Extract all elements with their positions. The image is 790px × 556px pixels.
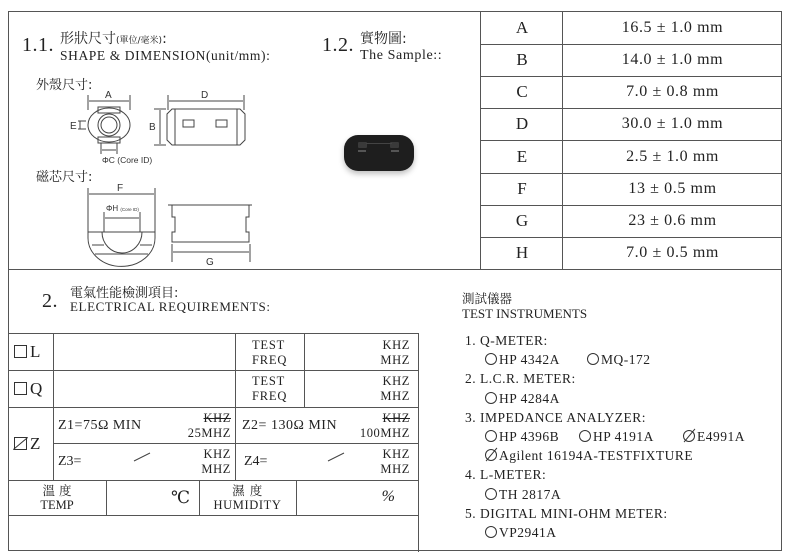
core-dimension-label: 磁芯尺寸: [36, 170, 93, 185]
test-text: TEST [252, 374, 286, 388]
section-title-en: SHAPE & DIMENSION(unit/mm): [60, 48, 271, 63]
radio-circle-icon[interactable] [485, 353, 497, 365]
slash-mark [132, 451, 152, 463]
table-border [8, 515, 419, 516]
radio-circle-icon[interactable] [485, 526, 497, 538]
dimension-row-f [481, 173, 782, 205]
title-suffix: : [162, 31, 167, 47]
dim-label-e: E [70, 121, 77, 132]
dimension-row-e [481, 141, 782, 173]
z3-spec: Z3= [58, 454, 82, 469]
option-label: VP2941A [499, 525, 557, 541]
table-border [304, 333, 305, 407]
z2-spec: Z2= 130Ω MIN [242, 418, 338, 433]
instrument-group-heading: 1. Q-METER: [465, 333, 548, 348]
sample-title-cn: 實物圖: [360, 31, 407, 47]
section2-title-cn: 電氣性能檢測項目: [70, 286, 179, 301]
dimension-letter: F [517, 179, 527, 198]
table-border [53, 443, 419, 444]
l-checkbox[interactable] [14, 345, 27, 358]
temp-label [8, 483, 106, 513]
dimension-value: 13 ± 0.5 mm [628, 180, 717, 197]
radio-circle-checked-icon[interactable] [485, 449, 497, 461]
table-border [296, 480, 297, 515]
section-number-1-1: 1.1. [22, 34, 54, 56]
dimension-value: 16.5 ± 1.0 mm [621, 19, 724, 36]
dimension-letter: D [515, 114, 529, 133]
dim-label-b: B [149, 122, 156, 133]
dimension-letter: A [515, 18, 529, 37]
dimension-letter: G [515, 211, 529, 230]
q-checkbox[interactable] [14, 382, 27, 395]
instrument-group-heading: 2. L.C.R. METER: [465, 371, 576, 387]
instrument-options [465, 427, 745, 446]
instrument-options [465, 523, 745, 542]
humidity-unit: % [381, 488, 395, 505]
instrument-group-heading: 5. DIGITAL MINI-OHM METER: [465, 505, 668, 521]
z-checkbox-checked[interactable] [14, 437, 27, 450]
option-label: Agilent 16194A-TESTFIXTURE [499, 448, 694, 464]
z-label: Z [30, 434, 41, 453]
khz-unit-struck: KHZ [203, 411, 231, 425]
dimension-value: 30.0 ± 1.0 mm [621, 115, 724, 132]
humidity-en: HUMIDITY [213, 498, 282, 512]
table-border [53, 333, 54, 480]
option-label: HP 4191A [593, 429, 654, 445]
option-hp4396b[interactable] [485, 429, 559, 444]
q-checkbox-row[interactable] [14, 379, 42, 399]
table-border [8, 407, 419, 408]
title-cn-text: 形狀尺寸 [60, 31, 116, 47]
dimension-value: 14.0 ± 1.0 mm [621, 51, 724, 68]
radio-circle-icon[interactable] [485, 430, 497, 442]
instrument-group-heading: 3. IMPEDANCE ANALYZER: [465, 409, 647, 425]
dimension-value: 7.0 ± 0.5 mm [626, 244, 719, 261]
khz-unit: KHZ [203, 447, 231, 461]
shell-dimension-label: 外殼尺寸: [36, 78, 93, 93]
dimension-row-b [481, 44, 782, 76]
section2-title-en: ELECTRICAL REQUIREMENTS: [70, 299, 271, 314]
option-hp4191a[interactable] [579, 429, 653, 444]
table-border [8, 333, 419, 334]
dim-label-a: A [105, 90, 112, 101]
radio-circle-icon[interactable] [579, 430, 591, 442]
radio-circle-icon[interactable] [485, 488, 497, 500]
temp-en: TEMP [40, 498, 74, 512]
dim-label-f: F [117, 183, 124, 194]
option-label: E4991A [697, 429, 746, 445]
l-checkbox-row[interactable] [14, 342, 40, 362]
option-th2817a[interactable] [485, 487, 561, 502]
sample-title-en: The Sample:: [360, 48, 443, 63]
option-mq172[interactable] [587, 352, 651, 367]
instruments-title-cn: 測試儀器 [462, 291, 513, 306]
dimension-row-c [481, 76, 782, 108]
z4-spec: Z4= [244, 454, 268, 469]
sample-photo [344, 135, 414, 173]
table-border [8, 370, 419, 371]
radio-circle-icon[interactable] [485, 392, 497, 404]
option-label: HP 4284A [499, 390, 560, 406]
freq-text: FREQ [252, 389, 288, 403]
z4-freq [340, 447, 410, 477]
mhz-unit: MHZ [380, 353, 410, 367]
option-hp4342a[interactable] [485, 352, 559, 367]
instruments-title-en: TEST INSTRUMENTS [462, 306, 588, 321]
temp-cn: 溫 度 [42, 483, 72, 498]
instrument-options [465, 389, 745, 408]
radio-circle-checked-icon[interactable] [683, 430, 695, 442]
z-checkbox-row[interactable] [14, 434, 40, 454]
mhz-unit: MHZ [201, 462, 231, 476]
option-vp2941a[interactable] [485, 525, 557, 540]
z1-spec: Z1=75Ω MIN [58, 418, 142, 433]
z3-freq [165, 447, 231, 477]
instrument-list [465, 331, 745, 542]
instrument-options [465, 446, 745, 465]
table-border [106, 480, 107, 515]
table-border [8, 480, 419, 481]
z2-freq [340, 411, 410, 441]
dimension-row-h [481, 237, 782, 269]
dim-label-d: D [201, 90, 209, 101]
test-freq-label [252, 374, 287, 404]
dimension-value: 7.0 ± 0.8 mm [626, 83, 719, 100]
option-label: HP 4342A [499, 352, 560, 368]
dimension-value: 23 ± 0.6 mm [628, 212, 717, 229]
freq-units [340, 374, 410, 404]
test-freq-label [252, 338, 287, 368]
z1-mhz: 25MHZ [187, 426, 231, 440]
dimension-letter: E [516, 147, 528, 166]
mhz-unit: MHZ [380, 462, 410, 476]
unit-note: (單位/毫米) [116, 36, 163, 46]
option-label: HP 4396B [499, 429, 560, 445]
mhz-unit: MHZ [380, 389, 410, 403]
option-hp4284a[interactable] [485, 391, 560, 406]
dimension-row-g [481, 205, 782, 237]
table-border [235, 333, 236, 480]
dimension-letter: B [516, 50, 528, 69]
dimension-letter: C [516, 82, 528, 101]
z2-mhz: 100MHZ [359, 426, 410, 440]
test-text: TEST [252, 338, 286, 352]
section-number-2: 2. [42, 290, 58, 312]
instrument-options [465, 350, 745, 369]
instrument-options [465, 485, 745, 504]
radio-circle-icon[interactable] [587, 353, 599, 365]
dim-label-c: ΦC (Core ID) [102, 155, 153, 165]
table-border [418, 333, 419, 552]
dimension-row-a [481, 12, 782, 44]
dimension-row-d [481, 108, 782, 140]
humidity-label [199, 483, 296, 513]
humidity-cn: 濕 度 [232, 483, 263, 498]
l-label: L [30, 342, 41, 361]
freq-text: FREQ [252, 353, 288, 367]
z1-freq [165, 411, 231, 441]
option-label: TH 2817A [499, 486, 562, 502]
dim-label-h: ΦH (Core ID) [106, 204, 139, 213]
khz-unit-struck: KHZ [382, 411, 410, 425]
temp-unit: ℃ [170, 488, 190, 507]
dim-label-g: G [206, 257, 214, 268]
option-agilent-16194a[interactable] [485, 448, 693, 463]
option-e4991a[interactable] [683, 429, 745, 444]
option-label: MQ-172 [601, 352, 651, 368]
khz-unit: KHZ [382, 374, 410, 388]
dimension-value: 2.5 ± 1.0 mm [626, 148, 719, 165]
instrument-group-heading: 4. L-METER: [465, 467, 547, 483]
freq-units [340, 338, 410, 368]
khz-unit: KHZ [382, 338, 410, 352]
q-label: Q [30, 379, 43, 398]
section-number-1-2: 1.2. [322, 34, 354, 56]
khz-unit: KHZ [382, 447, 410, 461]
dimension-letter: H [515, 243, 529, 262]
